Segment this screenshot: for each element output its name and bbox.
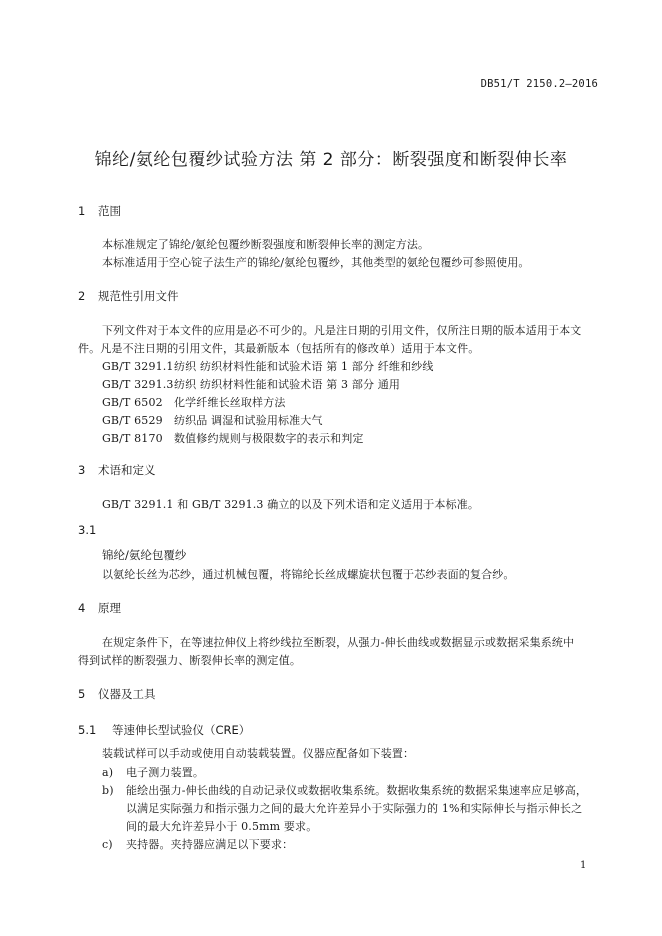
scope-paragraph-1: 本标准规定了锦纶/氨纶包覆纱断裂强度和断裂伸长率的测定方法。	[102, 238, 430, 251]
section-5-heading	[78, 686, 156, 702]
principle-paragraph-line-2: 得到试样的断裂强力、断裂伸长率的测定值。	[78, 654, 301, 667]
list-item-continuation: 间的最大允许差异小于 0.5mm 要求。	[126, 820, 318, 833]
reference-code: GB/T 8170	[102, 432, 163, 445]
section-1-heading	[78, 203, 121, 219]
reference-title: 化学纤维长丝取样方法	[174, 396, 286, 409]
term-definition: 以氨纶长丝为芯纱，通过机械包覆，将锦纶长丝成螺旋状包覆于芯纱表面的复合纱。	[102, 568, 515, 581]
section-3-heading	[78, 462, 156, 478]
section-2-heading	[78, 288, 179, 304]
reference-code: GB/T 6502	[102, 396, 163, 409]
reference-title: 纺织品 调湿和试验用标准大气	[174, 414, 323, 427]
section-title: 仪器及工具	[98, 687, 156, 701]
scope-paragraph-2: 本标准适用于空心锭子法生产的锦纶/氨纶包覆纱，其他类型的氨纶包覆纱可参照使用。	[102, 256, 530, 269]
reference-title: 数值修约规则与极限数字的表示和判定	[174, 432, 364, 445]
list-item-continuation: 以满足实际强力和指示强力之间的最大允许差异小于实际强力的 1%和实际伸长与指示伸长之	[126, 802, 583, 815]
list-marker: a)	[102, 766, 114, 779]
list-item	[102, 782, 587, 798]
list-marker: b)	[102, 784, 114, 797]
list-marker: c)	[102, 838, 113, 851]
normative-paragraph-line-1: 下列文件对于本文件的应用是必不可少的。凡是注日期的引用文件，仅所注日期的版本适用于本文	[102, 324, 582, 337]
section-number: 4	[78, 601, 86, 615]
list-item	[102, 764, 204, 780]
terms-paragraph: GB/T 3291.1 和 GB/T 3291.3 确立的以及下列术语和定义适用于本标准。	[102, 498, 480, 511]
section-number: 5	[78, 687, 86, 701]
reference-title: 纺织 纺织材料性能和试验术语 第 1 部分 纤维和纱线	[174, 360, 434, 373]
list-item-text: 能绘出强力-伸长曲线的自动记录仪或数据收集系统。数据收集系统的数据采集速率应足够高，	[126, 784, 588, 797]
principle-paragraph-line-1: 在规定条件下，在等速拉伸仪上将纱线拉至断裂，从强力-伸长曲线或数据显示或数据采集系统中	[102, 636, 575, 649]
list-item-text: 电子测力装置。	[126, 766, 205, 779]
term-number: 3.1	[78, 523, 97, 537]
list-item	[102, 836, 293, 852]
page-number: 1	[580, 860, 587, 871]
reference-item	[102, 394, 286, 410]
section-number: 1	[78, 204, 86, 218]
subsection-title: 等速伸长型试验仪（CRE）	[112, 723, 251, 737]
reference-title: 纺织 纺织材料性能和试验术语 第 3 部分 通用	[174, 378, 401, 391]
document-title: 锦纶/氨纶包覆纱试验方法 第 2 部分：断裂强度和断裂伸长率	[94, 150, 568, 170]
section-number: 3	[78, 463, 86, 477]
section-title: 术语和定义	[98, 463, 156, 477]
normative-paragraph-line-2: 件。凡是不注日期的引用文件，其最新版本（包括所有的修改单）适用于本文件。	[78, 342, 480, 355]
reference-code: GB/T 6529	[102, 414, 163, 427]
reference-item	[102, 358, 434, 374]
section-number: 2	[78, 289, 86, 303]
reference-item	[102, 376, 400, 392]
section-title: 原理	[98, 601, 121, 615]
reference-item	[102, 430, 364, 446]
reference-item	[102, 412, 323, 428]
list-item-text: 夹持器。夹持器应满足以下要求：	[126, 838, 294, 851]
section-title: 范围	[98, 204, 121, 218]
apparatus-paragraph: 装载试样可以手动或使用自动装载装置。仪器应配备如下装置：	[102, 747, 415, 760]
section-title: 规范性引用文件	[98, 289, 179, 303]
subsection-number: 5.1	[78, 723, 97, 737]
section-4-heading	[78, 600, 121, 616]
reference-code: GB/T 3291.3	[102, 378, 174, 391]
document-code: DB51/T 2150.2—2016	[480, 78, 598, 90]
term-name: 锦纶/氨纶包覆纱	[102, 548, 187, 562]
subsection-5-1-heading	[78, 722, 250, 738]
reference-code: GB/T 3291.1	[102, 360, 174, 373]
